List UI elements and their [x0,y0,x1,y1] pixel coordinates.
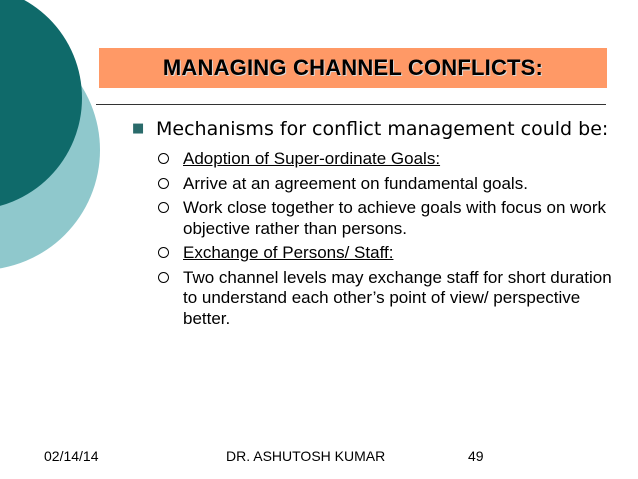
footer-author: DR. ASHUTOSH KUMAR [226,448,386,464]
sub-bullet [158,243,612,264]
main-bullet-text: Mechanisms for conflict management could be: [156,118,609,140]
sub-bullet-list [158,149,612,329]
hollow-circle-bullet-icon [158,178,169,189]
hollow-circle-bullet-icon [158,247,169,258]
sub-bullet [158,198,612,239]
square-bullet-icon: ■ [132,121,145,136]
slide-content [132,117,612,333]
footer-date: 02/14/14 [44,448,99,464]
hollow-circle-bullet-icon [158,153,169,164]
title-bar [99,48,607,88]
sub-bullet-heading: Exchange of Persons/ Staff: [183,243,394,262]
hollow-circle-bullet-icon [158,272,169,283]
sub-bullet [158,268,612,330]
sub-bullet [158,149,612,170]
hollow-circle-bullet-icon [158,202,169,213]
title-divider [96,104,606,105]
sub-bullet [158,174,612,195]
decorative-circles [0,0,110,290]
sub-bullet-text: Work close together to achieve goals with focus on work objective rather than persons. [183,198,607,238]
footer-page-number: 49 [468,448,484,464]
main-bullet [132,117,612,141]
slide-title: MANAGING CHANNEL CONFLICTS: [162,55,544,80]
sub-bullet-heading: Adoption of Super-ordinate Goals: [183,149,441,168]
sub-bullet-text: Arrive at an agreement on fundamental goals. [183,173,528,193]
sub-bullet-text: Two channel levels may exchange staff for short duration to understand each other’s point of view/ perspective better. [183,267,612,328]
